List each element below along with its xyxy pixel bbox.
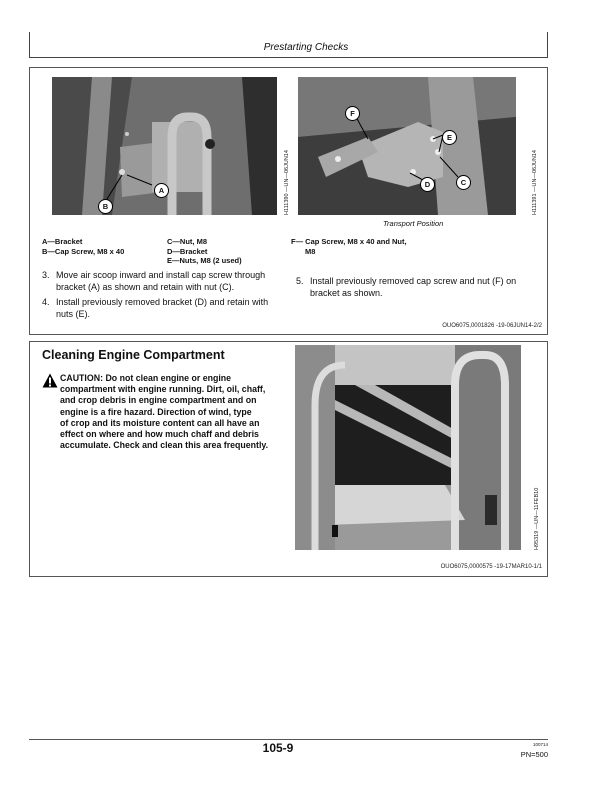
caution-line: accumulate. Check and clean this area frequently. [60, 440, 269, 451]
legend-item-d: D—Bracket [167, 246, 208, 256]
bracket-illustration-right [298, 77, 516, 215]
legend-item-f: F— Cap Screw, M8 x 40 and Nut, [291, 237, 407, 246]
step-text: Install previously removed cap screw and nut (F) on [310, 276, 517, 286]
step-text: bracket as shown. [310, 287, 383, 298]
figure-right-id: H111391 —UN—06JUN14 [532, 150, 538, 215]
caution-line: engine is a fire hazard. Direction of wind, type [60, 406, 252, 417]
caution-line: CAUTION: Do not clean engine or engine [60, 373, 232, 383]
footer-pn: PN=500 [520, 750, 548, 759]
callout-b: B [98, 199, 113, 214]
reference-code-top: OUO6075,0001826 -19-06JUN14-2/2 [442, 323, 542, 329]
figure-right-caption: Transport Position [383, 219, 444, 228]
step-text: nuts (E). [56, 308, 91, 319]
callout-d: D [420, 177, 435, 192]
caution-line: effect on where and how much chaff and debris [60, 429, 259, 440]
engine-photo-id: H95319 —UN—11FEB10 [534, 487, 540, 550]
legend-col3 [291, 237, 407, 256]
callout-a: A [154, 183, 169, 198]
page-number: 105-9 [262, 741, 294, 755]
step-text: Move air scoop inward and install cap screw through [56, 270, 266, 280]
section-title: Prestarting Checks [263, 42, 349, 53]
legend-col1 [42, 237, 124, 256]
caution-line: compartment with engine running. Dirt, oil, chaff, [60, 384, 266, 395]
callout-e: E [442, 130, 457, 145]
step-number: 5. [296, 276, 304, 286]
step-number: 4. [42, 297, 50, 307]
engine-compartment-photo [295, 345, 521, 550]
engine-compartment-illustration [295, 345, 521, 550]
step-3 [42, 270, 287, 293]
step-text: bracket (A) as shown and retain with nut (C). [56, 281, 235, 292]
header-bottom-rule [29, 57, 548, 58]
callout-f: F [345, 106, 360, 121]
cleaning-title: Cleaning Engine Compartment [42, 348, 225, 362]
warning-icon [42, 373, 58, 388]
figure-right-photo [298, 77, 516, 215]
caution-line: and crop debris in engine compartment and on [60, 395, 257, 406]
step-number: 3. [42, 270, 50, 280]
step-text: Install previously removed bracket (D) and retain with [56, 297, 269, 307]
step-5 [296, 276, 541, 299]
caution-line: of crop and its moisture content can all have an [60, 417, 260, 428]
legend-item-f-cont: M8 [305, 246, 316, 256]
legend-item-e: E—Nuts, M8 (2 used) [167, 256, 242, 265]
footer-rule [29, 739, 548, 740]
legend-col2 [167, 237, 242, 266]
step-4 [42, 297, 287, 320]
reference-code-bottom: OUO6075,0000575 -19-17MAR10-1/1 [440, 564, 542, 570]
footer-small-code: 100714 [532, 742, 548, 747]
legend-item-a: A—Bracket [42, 237, 83, 246]
callout-c: C [456, 175, 471, 190]
legend-item-c: C—Nut, M8 [167, 237, 207, 246]
figure-left-id: H111390 —UN—06JUN14 [284, 150, 290, 215]
legend-item-b: B—Cap Screw, M8 x 40 [42, 246, 125, 256]
caution-text [60, 373, 292, 451]
